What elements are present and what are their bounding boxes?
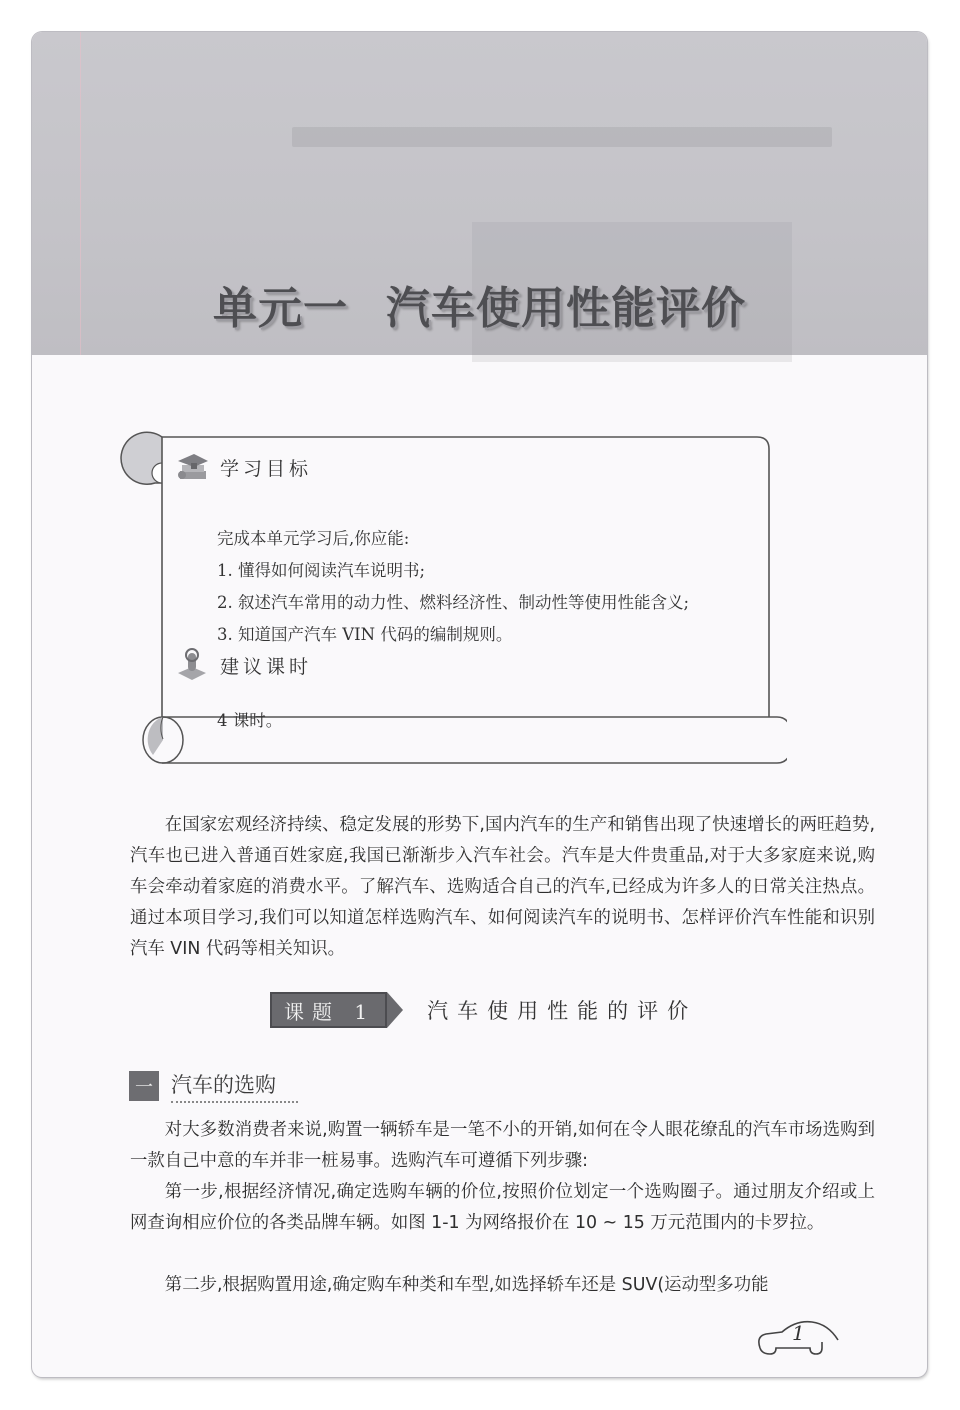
- objectives-scroll-box: [117, 417, 777, 772]
- topic-heading: [270, 992, 697, 1028]
- body-paragraph: 第二步,根据购置用途,确定购车种类和车型,如选择轿车还是 SUV(运动型多功能: [164, 1275, 769, 1295]
- objective-item: 1. 懂得如何阅读汽车说明书;: [217, 561, 426, 580]
- hours-value: 4 课时。: [217, 711, 283, 730]
- unit-name: 汽车使用性能评价: [386, 283, 746, 334]
- objectives-heading: [172, 449, 312, 485]
- section-heading: [129, 1069, 298, 1103]
- objectives-heading-text: 学习目标: [220, 457, 313, 480]
- pen-stand-icon: [172, 647, 212, 683]
- section-title: 汽车的选购: [171, 1069, 298, 1103]
- header-band: [32, 32, 927, 355]
- section-number: 一: [129, 1071, 159, 1101]
- textbook-page: [32, 32, 927, 1377]
- hours-heading-text: 建议课时: [220, 655, 313, 678]
- topic-title: 汽车使用性能的评价: [427, 999, 698, 1023]
- page-number: [752, 1314, 842, 1360]
- unit-label: 单元一: [213, 283, 348, 334]
- hours-heading: [172, 647, 312, 683]
- show-through-artifact: [292, 127, 832, 147]
- page-number-text: 1: [792, 1321, 805, 1345]
- topic-tag: 课题 1: [270, 992, 387, 1028]
- objectives-intro: 完成本单元学习后,你应能:: [217, 529, 410, 548]
- unit-title: [32, 272, 927, 336]
- body-paragraph: 第一步,根据经济情况,确定选购车辆的价位,按照价位划定一个选购圈子。通过朋友介绍或上网查询相应价位的各类品牌车辆。如图 1-1 为网络报价在 10 ~ 15 万元范围内的卡罗拉。: [130, 1182, 875, 1233]
- graduation-books-icon: [172, 449, 212, 485]
- objective-item: 3. 知道国产汽车 VIN 代码的编制规则。: [217, 625, 513, 644]
- objective-item: 2. 叙述汽车常用的动力性、燃料经济性、制动性等使用性能含义;: [217, 593, 690, 612]
- body-paragraph: 对大多数消费者来说,购置一辆轿车是一笔不小的开销,如何在令人眼花缭乱的汽车市场选购到一款自己中意的车并非一桩易事。选购汽车可遵循下列步骤:: [130, 1120, 875, 1171]
- intro-paragraph: 在国家宏观经济持续、稳定发展的形势下,国内汽车的生产和销售出现了快速增长的两旺趋势,汽车也已进入普通百姓家庭,我国已渐渐步入汽车社会。汽车是大件贵重品,对于大多家庭来说,购车会牵动着家庭的消费水平。了解汽车、选购适合自己的汽车,已经成为许多人的日常关注热点。通过本项目学习,我们可以知道怎样选购汽车、如何阅读汽车的说明书、怎样评价汽车性能和识别汽车 VIN 代码等相关知识。: [130, 815, 875, 959]
